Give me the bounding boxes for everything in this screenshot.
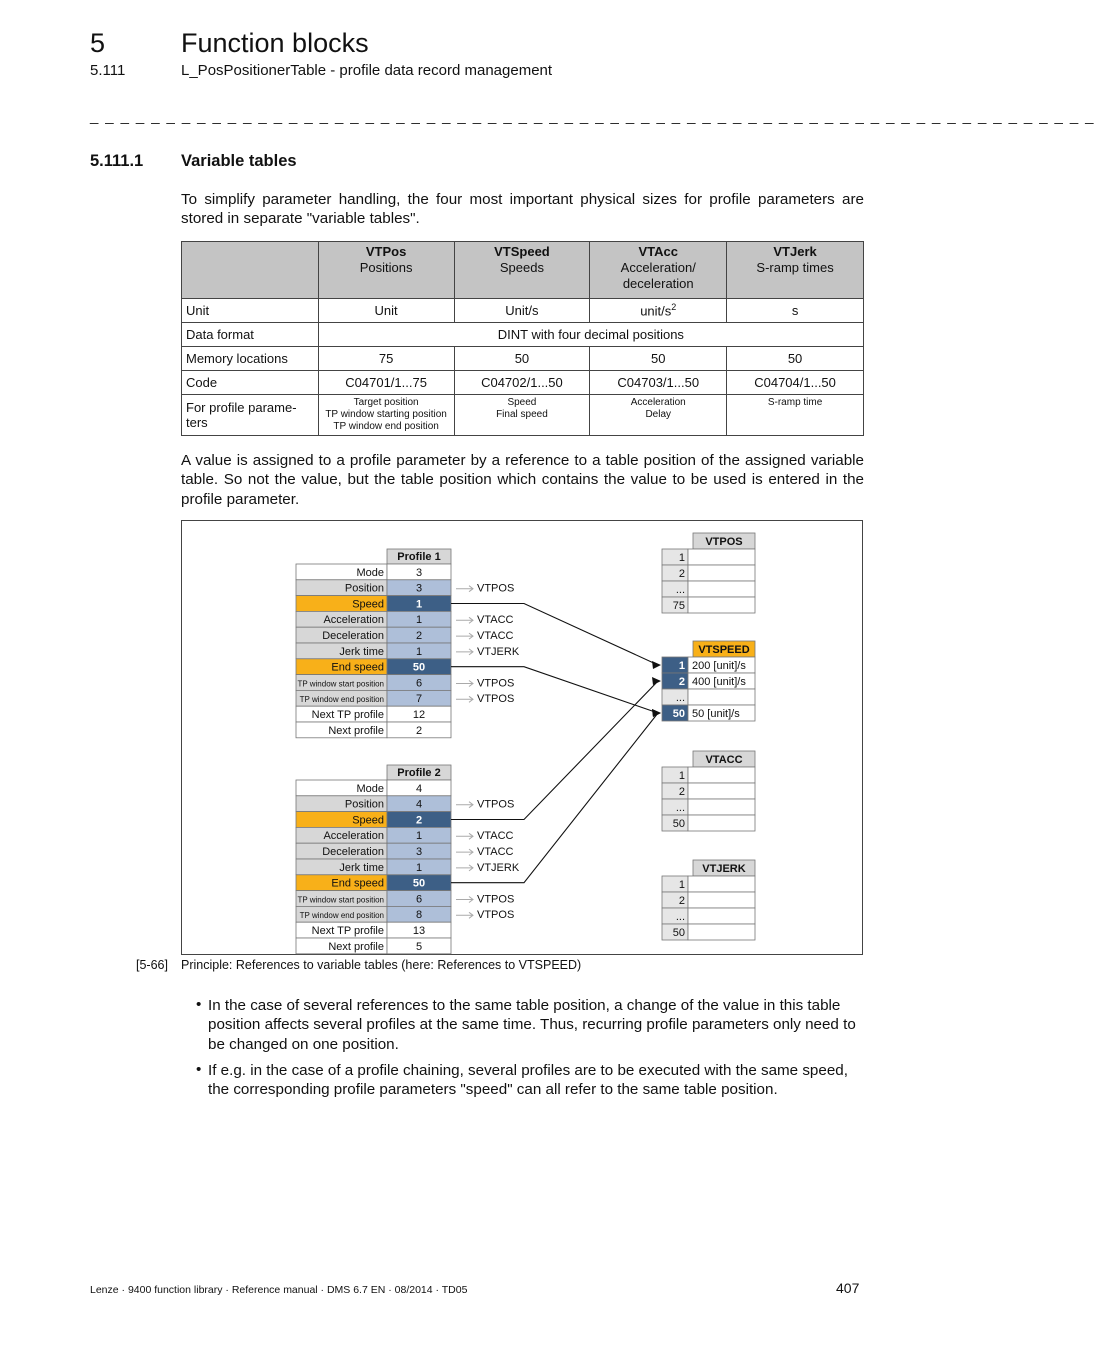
speed-reference-arrowhead: [652, 709, 661, 717]
profile-param-value: 1: [415, 598, 423, 611]
profile-param-value: 2: [415, 724, 423, 737]
profile-param-label: Mode: [356, 566, 384, 579]
profile-param-value: 4: [415, 798, 423, 811]
header-vtpos: VTPos Positions: [318, 242, 454, 299]
vtable-value-cell: [688, 597, 755, 613]
profile-param-label: Next profile: [328, 940, 384, 953]
vtable-value-cell: [688, 799, 755, 815]
table-row: Unit Unit Unit/s unit/$s^2$ s: [182, 299, 864, 323]
vtable-index: ...: [675, 802, 685, 814]
profile-param-label: Next TP profile: [311, 925, 384, 937]
vtable-value-cell: [688, 815, 755, 831]
profile-param-value: 1: [415, 830, 423, 843]
profile-param-value: 3: [415, 846, 423, 858]
reference-table-name: VTPOS: [477, 798, 515, 811]
vtable-index: ...: [675, 692, 685, 704]
profile-param-value: 4: [415, 782, 423, 795]
vtable-value-cell: [688, 924, 755, 940]
vtable-value-cell: [688, 783, 755, 799]
vtable-index: 2: [678, 568, 685, 580]
profile-param-label: Jerk time: [339, 861, 384, 874]
bullet-marker: •: [196, 1061, 202, 1078]
vtable-title: VTACC: [705, 754, 743, 766]
vtable-index: 1: [678, 552, 685, 564]
profile-param-value: 1: [415, 614, 423, 627]
profile-param-value: 1: [415, 645, 423, 658]
table-row: For profile parame-ters Target position TP window starting position TP window end position Speed Final speed Acceleration Delay S-ramp time: [182, 395, 864, 436]
reference-table-name: VTACC: [477, 830, 514, 843]
vtable-value-cell: [688, 892, 755, 908]
profile-param-label: Mode: [356, 782, 384, 795]
header-vtacc: VTAcc Acceleration/ deceleration: [590, 242, 727, 299]
vtable-index: 2: [678, 786, 685, 798]
vtable-index: 50: [672, 708, 685, 720]
subsection-title: Variable tables: [181, 152, 297, 170]
profile-param-label: TP window end position: [299, 695, 384, 705]
section-title: L_PosPositionerTable - profile data record management: [181, 62, 553, 79]
reference-table-name: VTACC: [477, 614, 514, 627]
profile-param-value: 13: [412, 925, 426, 937]
profile-param-label: Acceleration: [323, 830, 384, 843]
table-row: Data format DINT with four decimal positions: [182, 323, 864, 347]
vtable-title: VTJERK: [702, 863, 746, 875]
profile-param-label: End speed: [331, 877, 384, 890]
bullet-marker: •: [196, 996, 202, 1013]
profile-param-value: 1: [415, 861, 423, 874]
profile-param-value: 12: [412, 709, 426, 721]
vtable-index: 1: [678, 770, 685, 782]
profile-param-label: Position: [344, 582, 384, 595]
profile-param-label: Jerk time: [339, 645, 384, 658]
reference-table-name: VTPOS: [477, 893, 515, 906]
vtable-value: 200 [unit]/s: [692, 660, 746, 672]
table-row: Memory locations 75 50 50 50: [182, 347, 864, 371]
table-header-row: [182, 242, 864, 299]
speed-reference-arrowhead: [652, 661, 661, 669]
vtable-value: 400 [unit]/s: [692, 676, 746, 688]
vtable-value-cell: [688, 689, 755, 705]
variable-tables-table: [181, 241, 864, 436]
vtable-index: ...: [675, 911, 685, 923]
profile-param-value: 3: [415, 582, 423, 595]
vtable-index: 50: [672, 927, 685, 939]
vtable-index: ...: [675, 584, 685, 596]
intro-paragraph: To simplify parameter handling, the four most important physical sizes for profile parameters are stored in separate "variable tables".: [181, 191, 864, 228]
header-rule: _ _ _ _ _ _ _ _ _ _ _ _ _ _ _ _ _ _ _ _ _ _ _ _ _ _ _ _ _ _ _ _ _ _ _ _ _ _ _ _ _ _ _ _ _ _ _ _ _ _ _ _ _ _ _ _ _ _ _ _ _ _ _ _ _ _: [90, 108, 1095, 125]
vtable-index: 1: [678, 879, 685, 891]
profile-title: Profile 2: [397, 767, 441, 779]
profile-param-label: Next profile: [328, 724, 384, 737]
vtable-value: 50 [unit]/s: [692, 708, 740, 720]
reference-table-name: VTPOS: [477, 582, 515, 595]
vtable-index: 75: [672, 600, 685, 612]
vtable-index: 1: [678, 660, 685, 672]
reference-table-name: VTPOS: [477, 909, 515, 922]
vtable-title: VTSPEED: [698, 644, 750, 656]
vtable-value-cell: [688, 767, 755, 783]
profile-param-label: Next TP profile: [311, 709, 384, 721]
profile-param-value: 50: [412, 877, 426, 890]
vtable-value-cell: [688, 581, 755, 597]
caption-text: Principle: References to variable tables (here: References to VTSPEED): [181, 958, 582, 972]
vtable-title: VTPOS: [705, 536, 743, 548]
profile-param-label: End speed: [331, 661, 384, 674]
page-number: 407: [836, 1280, 860, 1296]
section-number: 5.111: [90, 62, 126, 79]
profile-param-value: 6: [415, 677, 423, 690]
vtable-value-cell: [688, 565, 755, 581]
reference-table-name: VTJERK: [477, 645, 520, 658]
header-vtspeed: VTSpeed Speeds: [454, 242, 590, 299]
profile-param-value: 2: [415, 630, 423, 642]
vtable-index: 50: [672, 818, 685, 830]
profile-param-label: TP window start position: [297, 679, 384, 689]
profile-param-label: Deceleration: [322, 846, 384, 858]
chapter-number: 5: [90, 28, 106, 58]
profile-param-value: 5: [415, 940, 423, 953]
profile-param-value: 50: [412, 661, 426, 674]
profile-param-value: 3: [415, 566, 423, 579]
table-row: Code C04701/1...75 C04702/1...50 C04703/1...50 C04704/1...50: [182, 371, 864, 395]
profile-title: Profile 1: [397, 551, 441, 563]
reference-table-name: VTACC: [477, 630, 514, 642]
profile-param-value: 2: [415, 814, 423, 827]
speed-reference-arrowhead: [652, 677, 661, 685]
profile-param-value: 8: [415, 909, 423, 922]
header-vtjerk: VTJerk S-ramp times: [727, 242, 864, 299]
bullet-item: In the case of several references to the same table position, a change of the value in this table position affects several profiles at the same time. Thus, recurring profile parameters only need to be changed on one position.: [208, 997, 856, 1053]
reference-paragraph: A value is assigned to a profile parameter by a reference to a table position of the assigned variable table. So not the value, but the table position which contains the value to be used is entered in the profile parameter.: [181, 452, 864, 508]
vtable-value-cell: [688, 908, 755, 924]
profile-param-label: TP window start position: [297, 895, 384, 905]
profile-param-value: 6: [415, 893, 423, 906]
profile-param-label: TP window end position: [299, 911, 384, 921]
vtable-index: 2: [678, 895, 685, 907]
header-empty: [182, 242, 319, 299]
vtable-index: 2: [678, 676, 685, 688]
speed-reference-line: [451, 667, 658, 713]
reference-table-name: VTPOS: [477, 693, 515, 706]
footer-text: Lenze · 9400 function library · Reference manual · DMS 6.7 EN · 08/2014 · TD05: [90, 1284, 468, 1296]
vtable-value-cell: [688, 549, 755, 565]
reference-diagram-svg: [182, 521, 862, 954]
subsection-number: 5.111.1: [90, 152, 144, 170]
profile-param-label: Deceleration: [322, 630, 384, 642]
profile-param-label: Speed: [352, 814, 384, 827]
profile-param-label: Speed: [352, 598, 384, 611]
reference-table-name: VTPOS: [477, 677, 515, 690]
reference-diagram: [181, 520, 863, 955]
reference-table-name: VTJERK: [477, 861, 520, 874]
chapter-title: Function blocks: [181, 28, 369, 58]
profile-param-label: Position: [344, 798, 384, 811]
profile-param-label: Acceleration: [323, 614, 384, 627]
profile-param-value: 7: [415, 693, 423, 706]
caption-number: [5-66]: [136, 958, 168, 972]
bullet-item: If e.g. in the case of a profile chaining, several profiles are to be executed with the same speed, the corresponding profile parameters "speed" can all refer to the same table position.: [208, 1062, 848, 1099]
reference-table-name: VTACC: [477, 846, 514, 858]
vtable-value-cell: [688, 876, 755, 892]
